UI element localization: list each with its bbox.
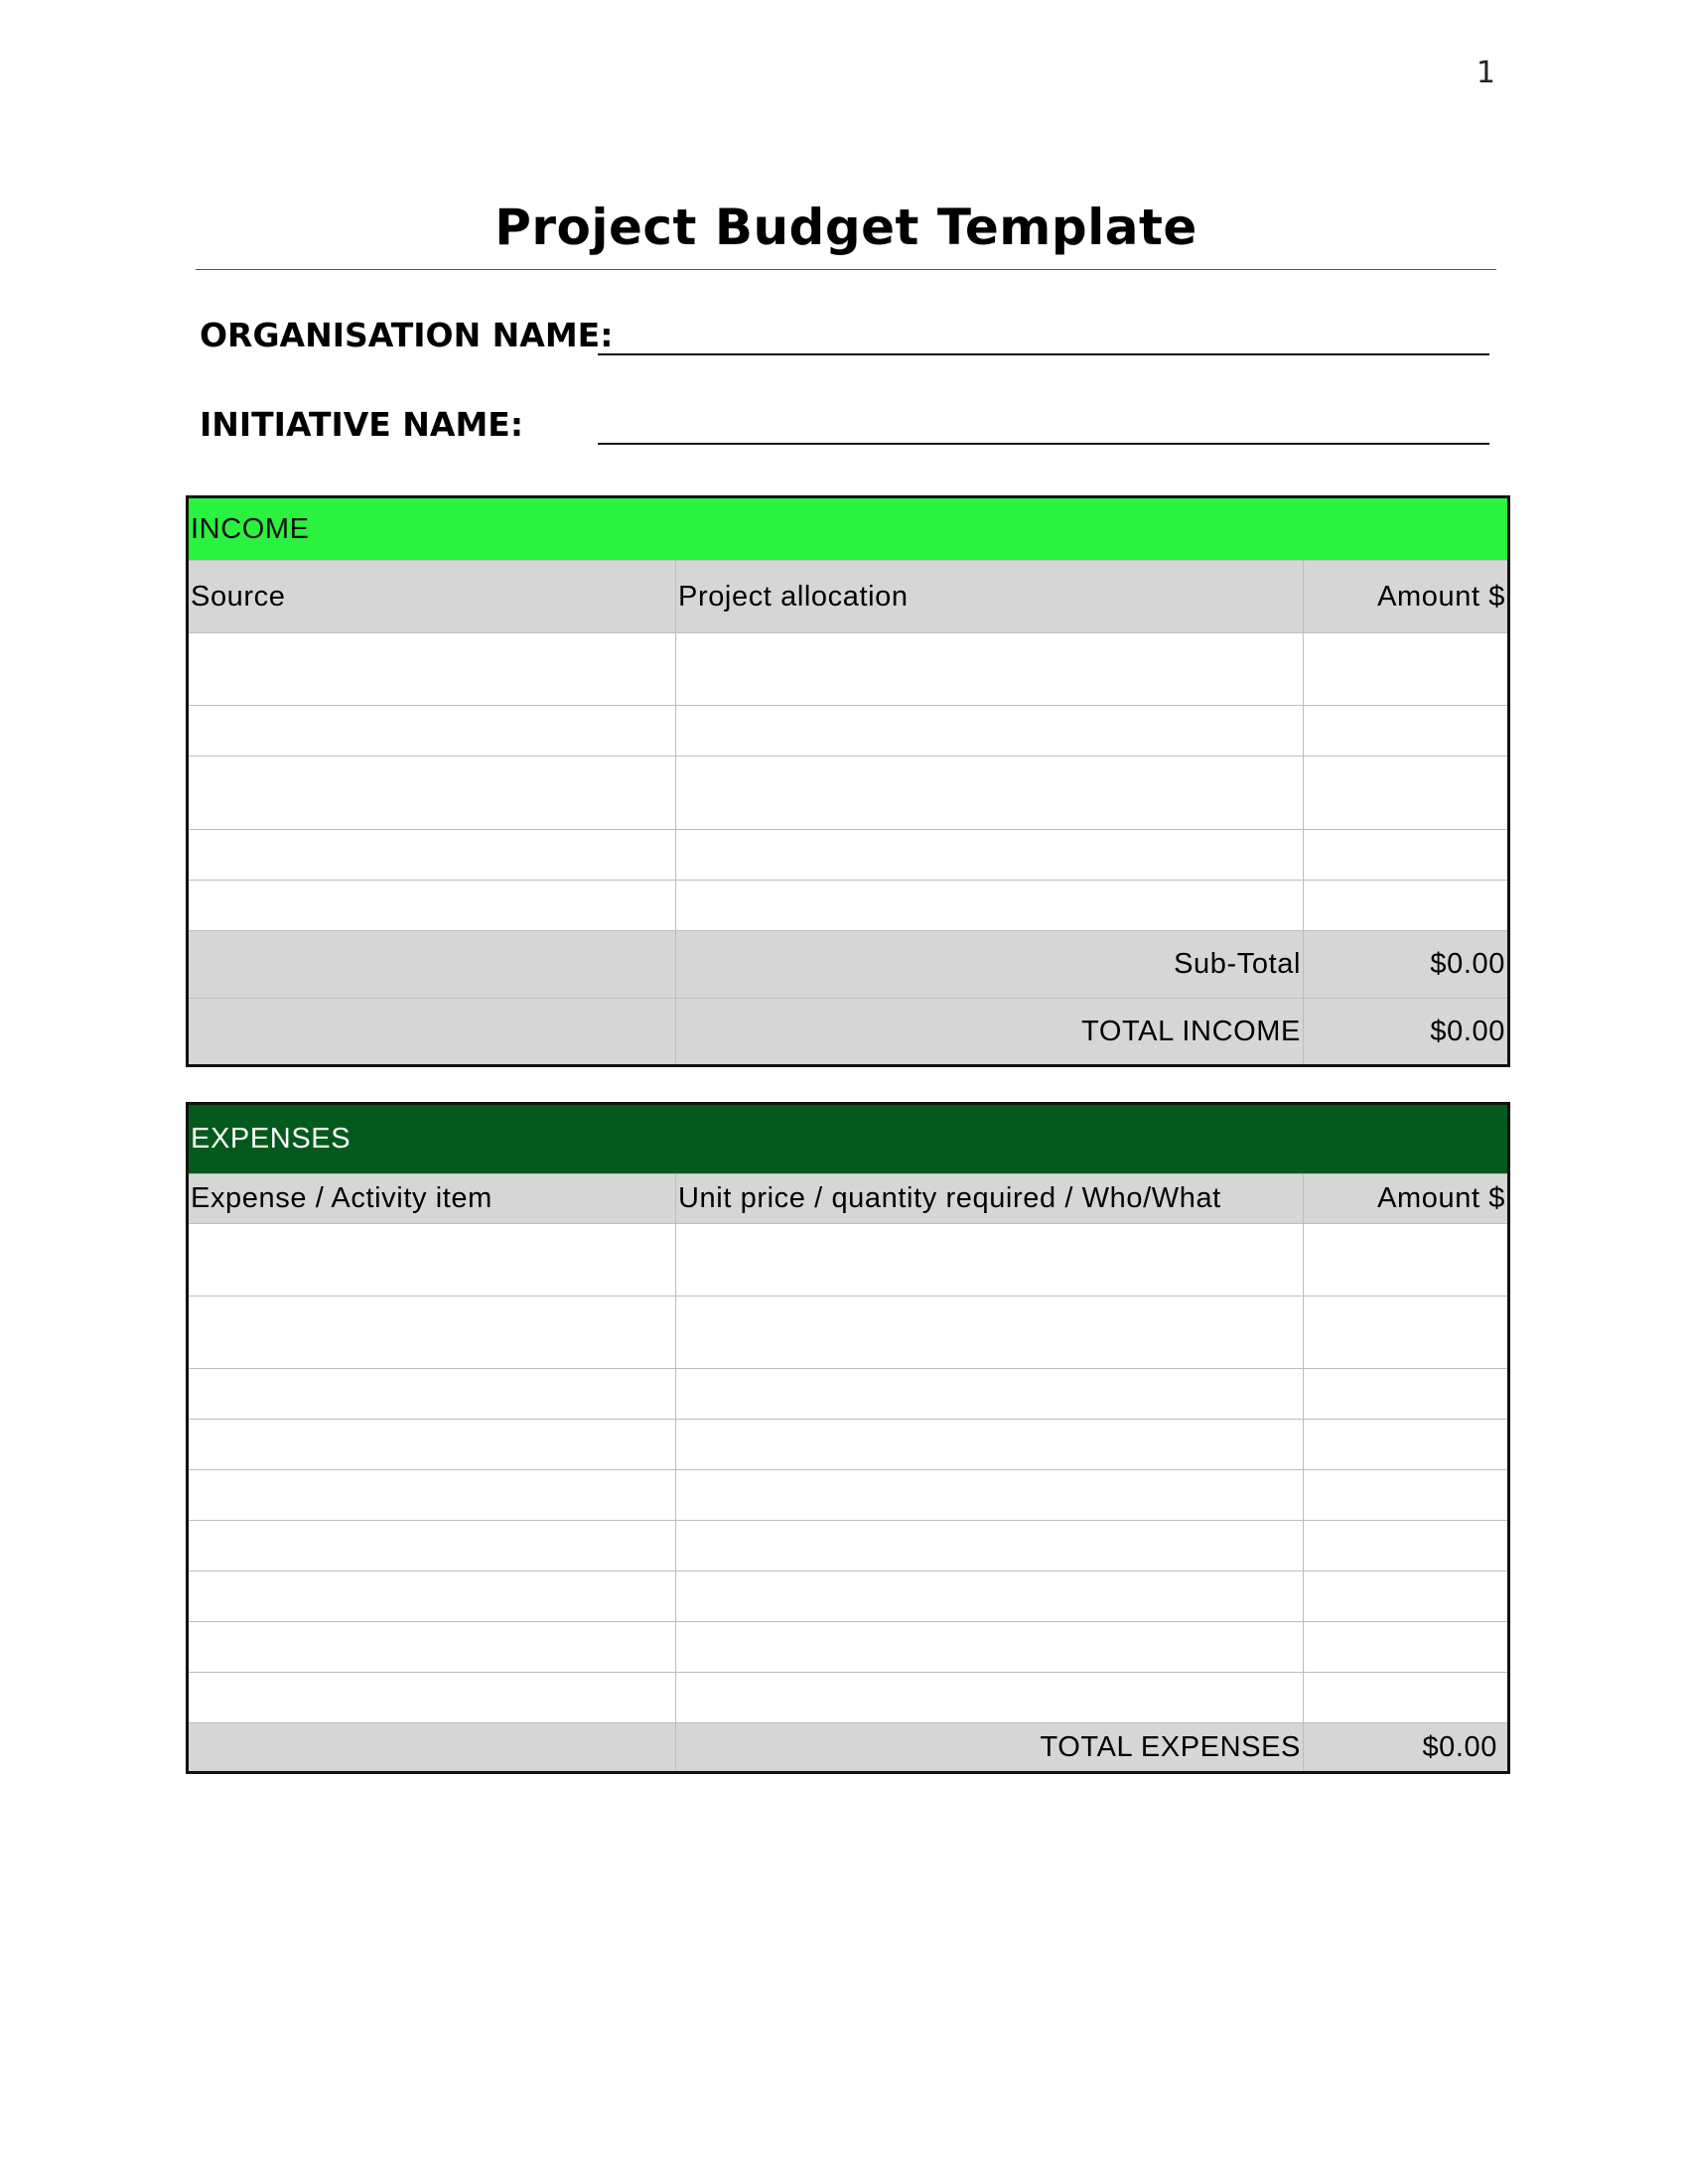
expenses-col-item: Expense / Activity item [188, 1174, 676, 1224]
subtotal-label: Sub-Total [676, 931, 1304, 999]
organisation-name-field[interactable] [598, 353, 1489, 355]
table-row[interactable] [188, 1297, 1509, 1369]
total-expenses-label: TOTAL EXPENSES [676, 1723, 1304, 1773]
initiative-name-field[interactable] [598, 443, 1489, 445]
organisation-name-label: ORGANISATION NAME: [200, 316, 614, 354]
page-number: 1 [1476, 56, 1495, 90]
income-band-label: INCOME [188, 497, 1509, 561]
expenses-total-row [188, 1723, 1509, 1773]
total-expenses-value: $0.00 [1304, 1723, 1509, 1773]
table-row[interactable] [188, 756, 1509, 830]
page-title: Project Budget Template [494, 199, 1197, 256]
expenses-band-label: EXPENSES [188, 1104, 1509, 1174]
income-col-source: Source [188, 561, 676, 633]
title-underline [196, 269, 1496, 270]
expenses-col-unit-price: Unit price / quantity required / Who/What [676, 1174, 1304, 1224]
income-subtotal-row [188, 931, 1509, 999]
table-row[interactable] [188, 706, 1509, 756]
total-income-label: TOTAL INCOME [676, 999, 1304, 1066]
income-col-allocation: Project allocation [676, 561, 1304, 633]
income-col-amount: Amount $ [1304, 561, 1509, 633]
expenses-col-amount: Amount $ [1304, 1174, 1509, 1224]
table-row[interactable] [188, 1622, 1509, 1673]
table-row[interactable] [188, 1369, 1509, 1420]
table-row[interactable] [188, 881, 1509, 931]
total-income-value: $0.00 [1304, 999, 1509, 1066]
income-band [188, 497, 1509, 561]
income-total-row [188, 999, 1509, 1066]
table-row[interactable] [188, 1521, 1509, 1571]
expenses-header-row [188, 1174, 1509, 1224]
subtotal-value: $0.00 [1304, 931, 1509, 999]
table-row[interactable] [188, 1470, 1509, 1521]
table-row[interactable] [188, 1224, 1509, 1297]
income-header-row [188, 561, 1509, 633]
table-row[interactable] [188, 1420, 1509, 1470]
income-table [186, 495, 1510, 1067]
expenses-band [188, 1104, 1509, 1174]
table-row[interactable] [188, 830, 1509, 881]
table-row[interactable] [188, 1673, 1509, 1723]
table-row[interactable] [188, 1571, 1509, 1622]
initiative-name-label: INITIATIVE NAME: [200, 405, 524, 444]
table-row[interactable] [188, 633, 1509, 706]
expenses-table [186, 1102, 1510, 1774]
